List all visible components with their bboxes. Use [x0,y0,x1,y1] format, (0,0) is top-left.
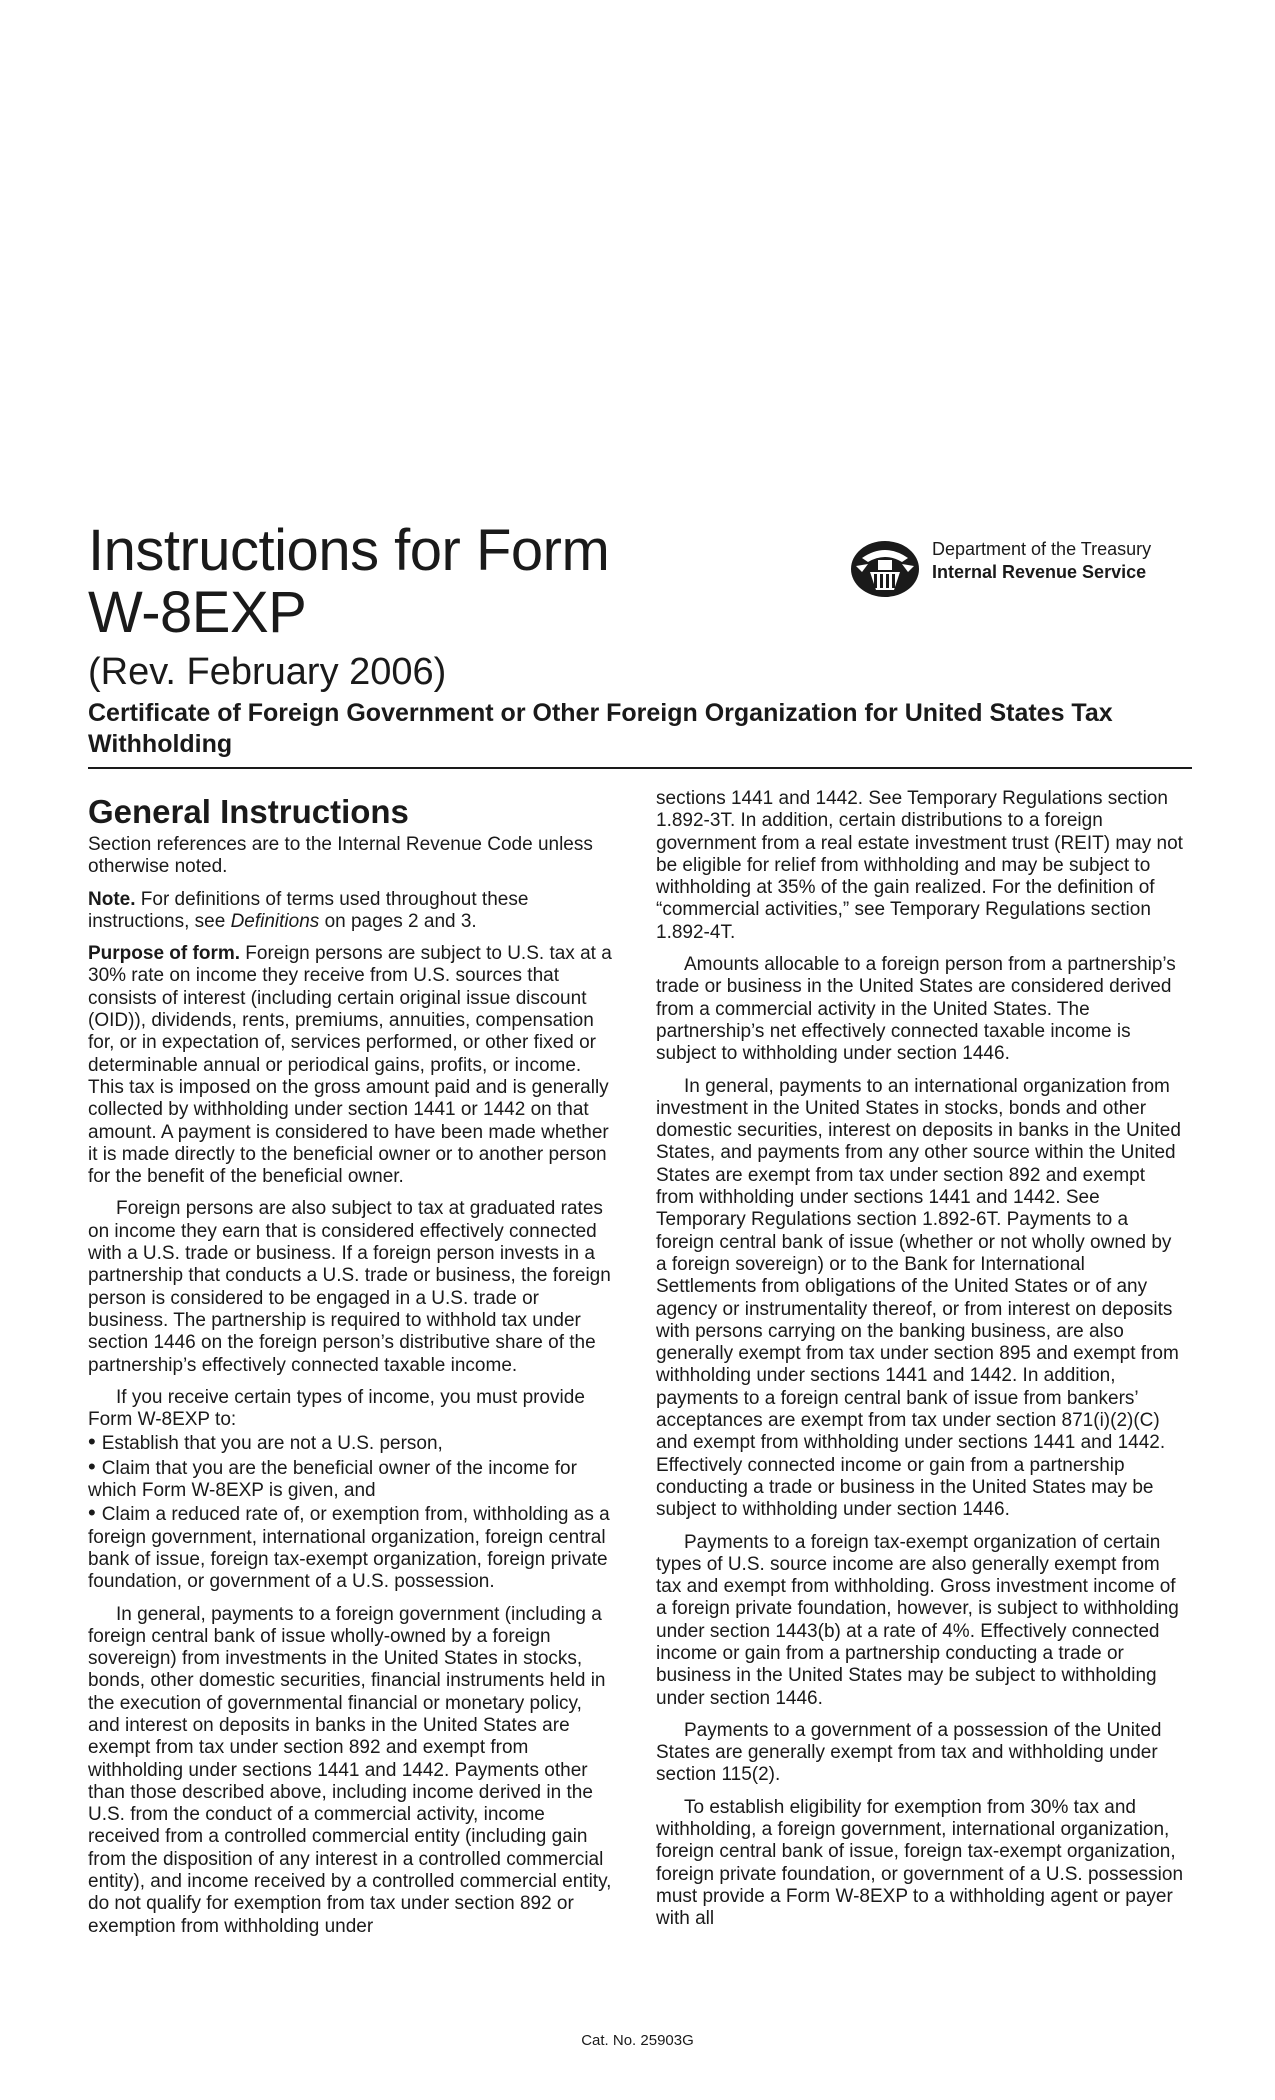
purpose-paragraph [88,943,618,1188]
foreign-government-paragraph: In general, payments to a foreign government (including a foreign central bank of issue wholly-owned by a foreign sovereign) from investments in the United States in stocks, bonds, other domestic securities, financial instruments held in the execution of governmental financial or monetary policy, and interest on deposits in banks in the United States are exempt from tax under section 892 and exempt from withholding under sections 1441 and 1442. Payments other than those described above, including income derived in the U.S. from the conduct of a commercial activity, income received from a controlled commercial entity (including gain from the disposition of any interest in a controlled commercial entity), and income received by a controlled commercial entity, do not qualify for exemption from tax under section 892 or exemption from withholding under [88,1603,612,1937]
section-heading: General Instructions [88,793,409,830]
note-label: Note. [88,888,136,910]
form-subtitle: Certificate of Foreign Government or Other Foreign Organization for United States Tax Withholding [88,699,1113,758]
graduated-rates-paragraph: Foreign persons are also subject to tax at graduated rates on income they earn that is considered effectively connected with a U.S. trade or business. If a foreign person invests in a partnership that conducts a U.S. trade or business, the foreign person is considered to be engaged in a U.S. trade or business. The partnership is required to withhold tax under section 1446 on the foreign person’s distributive share of the partnership’s effectively connected taxable income. [88,1198,611,1376]
agency-block [848,538,1188,598]
definitions-reference: Definitions [230,910,320,932]
title-line-1: Instructions for Form [88,518,610,583]
irs-eagle-icon [848,538,922,600]
list-item: • Claim a reduced rate of, or exemption from, withholding as a foreign government, international organization, foreign central bank of issue, foreign tax-exempt organization, foreign private foundation, or government of a U.S. possession. [88,1502,618,1593]
note-text: For definitions of terms used throughout these instructions, see [88,888,529,932]
revision-date: (Rev. February 2006) [88,651,447,693]
left-column [88,790,618,1948]
right-column [656,788,1186,1941]
provide-form-intro: If you receive certain types of income, you must provide Form W-8EXP to: [88,1386,585,1431]
list-item: • Claim that you are the beneficial owner of the income for which Form W-8EXP is given, and [88,1456,618,1503]
provide-form-list [88,1431,618,1593]
agency-department: Department of the Treasury [932,539,1152,559]
purpose-text: Foreign persons are subject to U.S. tax at a 30% rate on income they receive from U.S. sources that consists of interest (including certain original issue discount (OID)), dividends, rents, premiums, annuities, compensation for, or in expectation of, services performed, or other fixed or determinable annual or periodical gains, profits, or income. This tax is imposed on the gross amount paid and is generally collected by withholding under section 1441 or 1442 on that amount. A payment is considered to have been made whether it is made directly to the beneficial owner or to another person for the benefit of the beneficial owner. [88,943,612,1188]
agency-name [932,538,1151,584]
list-item: • Establish that you are not a U.S. person, [88,1431,618,1455]
note-text-end: on pages 2 and 3. [324,910,477,932]
note-paragraph [88,889,618,934]
continued-paragraph: sections 1441 and 1442. See Temporary Regulations section 1.892-3T. In addition, certain distributions to a foreign government from a real estate investment trust (REIT) may not be eligible for relief from withholding and may be subject to withholding at 35% of the gain realized. For the definition of “commercial activities,” see Temporary Regulations section 1.892-4T. [656,788,1183,943]
catalog-number: Cat. No. 25903G [581,2032,694,2049]
section-references-paragraph: Section references are to the Internal Revenue Code unless otherwise noted. [88,834,593,878]
international-organization-paragraph: In general, payments to an international organization from investment in the United States in stocks, bonds and other domestic securities, interest on deposits in banks in the United States, and payments from any other source within the United States are exempt from tax under section 892 and exempt from withholding under sections 1441 and 1442. See Temporary Regulations section 1.892-6T. Payments to a foreign central bank of issue (whether or not wholly owned by a foreign sovereign) or to the Bank for International Settlements from obligations of the United States or of any agency or instrumentality thereof, or from interest on deposits with persons carrying on the banking business, are also generally exempt from tax under section 895 and exempt from withholding under sections 1441 and 1442. In addition, payments to a foreign central bank of issue from bankers’ acceptances are exempt from tax under section 871(i)(2)(C) and exempt from withholding under sections 1441 and 1442. Effectively connected income or gain from a partnership conducting a trade or business in the United States may be subject to withholding under section 1446. [656,1075,1181,1521]
header-divider [88,767,1192,769]
tax-exempt-organization-paragraph: Payments to a foreign tax-exempt organization of certain types of U.S. source income are also generally exempt from tax and exempt from withholding. Gross investment income of a foreign private foundation, however, is subject to withholding under section 1443(b) at a rate of 4%. Effectively connected income or gain from a partnership conducting a trade or business in the United States may be subject to withholding under section 1446. [656,1531,1179,1709]
agency-service: Internal Revenue Service [932,562,1147,582]
title-line-2: W-8EXP [88,580,307,645]
eligibility-paragraph: To establish eligibility for exemption from 30% tax and withholding, a foreign government, international organization, foreign central bank of issue, foreign tax-exempt organization, foreign private foundation, or government of a U.S. possession must provide a Form W-8EXP to a withholding agent or payer with all [656,1796,1184,1930]
page-title [88,520,848,644]
purpose-label: Purpose of form. [88,943,241,965]
possession-paragraph: Payments to a government of a possession of the United States are generally exempt from tax and withholding under section 115(2). [656,1719,1162,1786]
partnership-paragraph: Amounts allocable to a foreign person from a partnership’s trade or business in the United States are considered derived from a commercial activity in the United States. The partnership’s net effectively connected taxable income is subject to withholding under section 1446. [656,954,1176,1065]
